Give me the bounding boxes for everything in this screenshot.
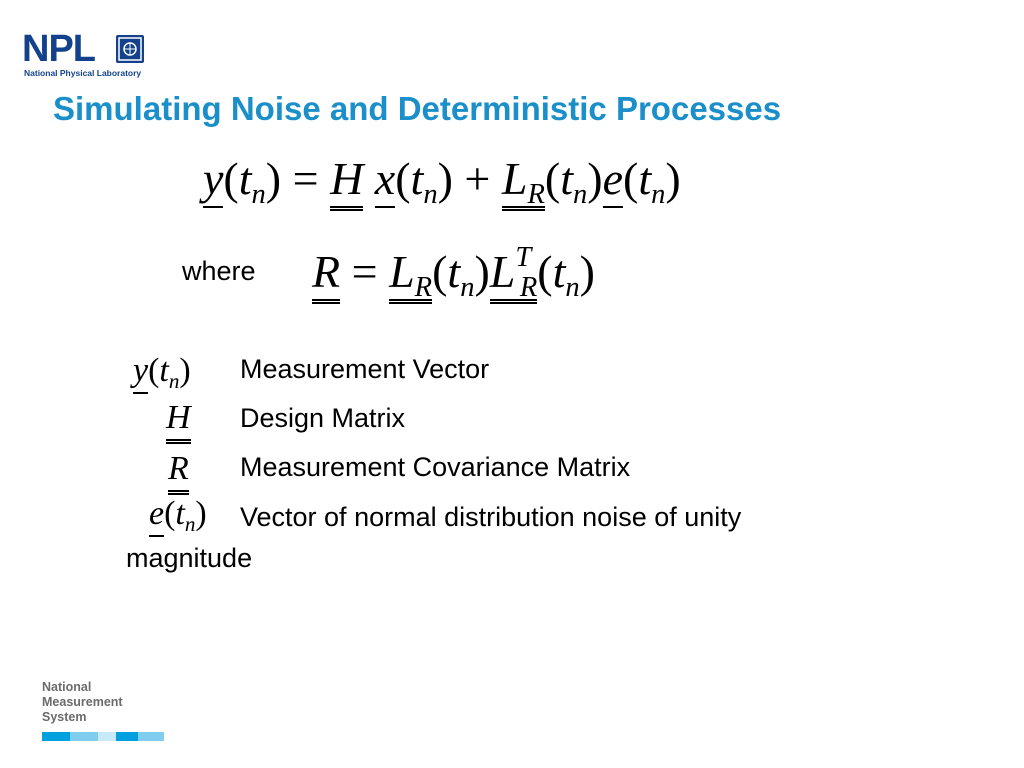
npl-logo xyxy=(22,30,152,80)
definition-design-matrix: Design Matrix xyxy=(240,403,406,433)
symbol-measurement-vector: $y(t_n)$ xyxy=(133,352,191,393)
nms-color-bar xyxy=(42,732,164,741)
nms-logo xyxy=(42,680,167,742)
nms-bar-segment xyxy=(138,732,164,741)
nms-bar-segment xyxy=(42,732,70,741)
crest-icon xyxy=(116,35,144,63)
nms-logo-line: System xyxy=(42,710,87,724)
nms-bar-segment xyxy=(70,732,98,741)
nms-bar-segment xyxy=(98,732,116,741)
symbol-noise-vector: $e(t_n)$ xyxy=(149,495,207,536)
nms-logo-text xyxy=(42,680,123,725)
definition-measurement-vector: Measurement Vector xyxy=(240,354,490,384)
nms-bar-segment xyxy=(116,732,138,741)
main-equation: $y(t_n) = H$ $x(t_n) + L_R(t_n)e(t_n)$ xyxy=(203,153,681,211)
slide-title: Simulating Noise and Deterministic Processes xyxy=(53,90,782,127)
definition-noise-vector-continuation: magnitude xyxy=(126,543,253,573)
where-label: where xyxy=(182,256,256,286)
nms-logo-line: National xyxy=(42,680,92,694)
npl-logo-subtitle: National Physical Laboratory xyxy=(24,68,142,78)
covariance-equation: $R = L_R(t_n)L^T_R(t_n)$ xyxy=(312,241,595,304)
definition-noise-vector: Vector of normal distribution noise of unity xyxy=(240,502,742,532)
npl-logo-text: NPL xyxy=(22,28,95,70)
symbol-covariance-matrix: R xyxy=(168,450,189,495)
symbol-design-matrix: H xyxy=(166,399,191,444)
definition-covariance-matrix: Measurement Covariance Matrix xyxy=(240,452,631,482)
nms-logo-line: Measurement xyxy=(42,695,123,709)
